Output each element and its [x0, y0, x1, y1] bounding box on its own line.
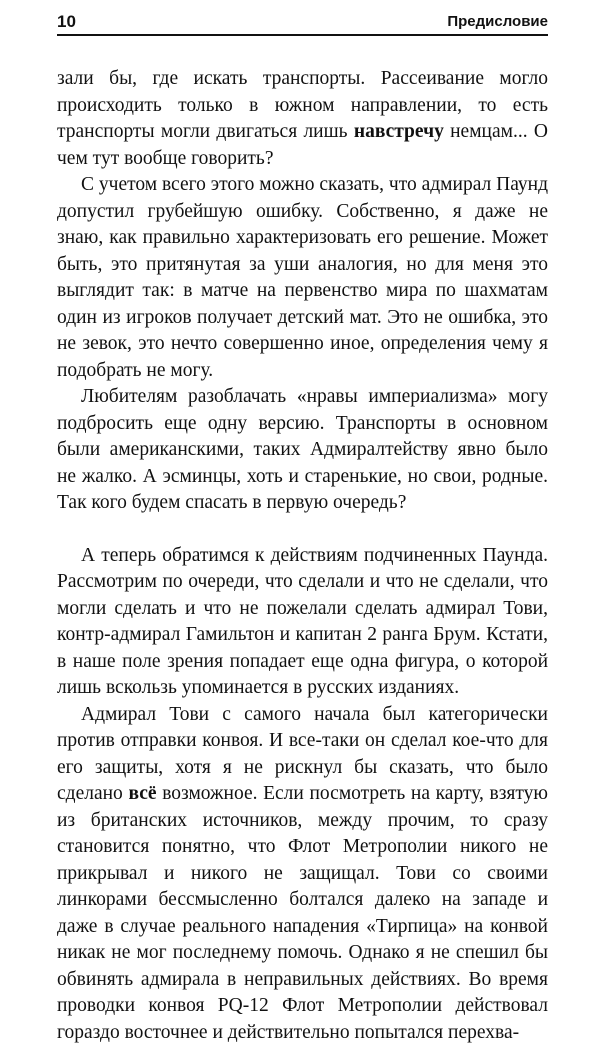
- running-title: Предисловие: [447, 12, 548, 32]
- paragraph-1-text-b: немцам... О чем тут вообще говорить?: [57, 121, 548, 169]
- paragraph-5-text-a: Адмирал Тови с самого начала был категорически против отправки конвоя. И все-таки он сделал кое-что для его защиты, хотя я не рискнул бы сказать, что было сделано: [57, 704, 548, 805]
- paragraph-1: [57, 66, 548, 172]
- paragraph-1-text-a: зали бы, где искать транспорты. Рассеивание могло происходить только в южном направлении, то есть транспорты могли двигаться лишь: [57, 68, 548, 142]
- paragraph-4: А теперь обратимся к действиям подчиненных Паунда. Рассмотрим по очереди, что сделали и что не сделали, что могли сделать и что не пожелали сделать адмирал Тови, контр-адмирал Гамильтон и капитан 2 ранга Брум. Кстати, в наше поле зрения попадает еще одна фигура, о которой лишь вскользь упоминается в русских изданиях.: [57, 543, 548, 702]
- paragraph-2: С учетом всего этого можно сказать, что адмирал Паунд допустил грубейшую ошибку. Собственно, я даже не знаю, как правильно характеризовать его решение. Может быть, это притянутая за уши аналогия, но для меня это выглядит так: в матче на первенство мира по шахматам один из игроков получает детский мат. Это не ошибка, это не зевок, это нечто совершенно иное, определения чему я подобрать не могу.: [57, 172, 548, 384]
- section-break: [57, 517, 548, 543]
- page-number: 10: [57, 12, 76, 32]
- page-header: [57, 12, 548, 36]
- emphasis-vsyo: всё: [128, 783, 156, 804]
- paragraph-5-text-b: возможное. Если посмотреть на карту, взятую из британских источников, между прочим, то сразу становится понятно, что Флот Метрополии никого не прикрывал и никого не защищал. Тови со своими линкорами бессмысленно болтался далеко на западе и даже в случае реального нападения «Тирпица» на конвой никак не мог последнему помочь. Однако я не спешил бы обвинять адмирала в неправильных действиях. Во время проводки конвоя PQ-12 Флот Метрополии действовал гораздо восточнее и действительно попытался перехва-: [57, 783, 548, 1043]
- emphasis-navstrechu: навстречу: [354, 121, 444, 142]
- body-text: [57, 66, 548, 1046]
- paragraph-5: [57, 702, 548, 1046]
- paragraph-3: Любителям разоблачать «нравы империализма» могу подбросить еще одну версию. Транспорты в основном были американскими, таких Адмиралтейству явно было не жалко. А эсминцы, хоть и старенькие, но свои, родные. Так кого будем спасать в первую очередь?: [57, 384, 548, 517]
